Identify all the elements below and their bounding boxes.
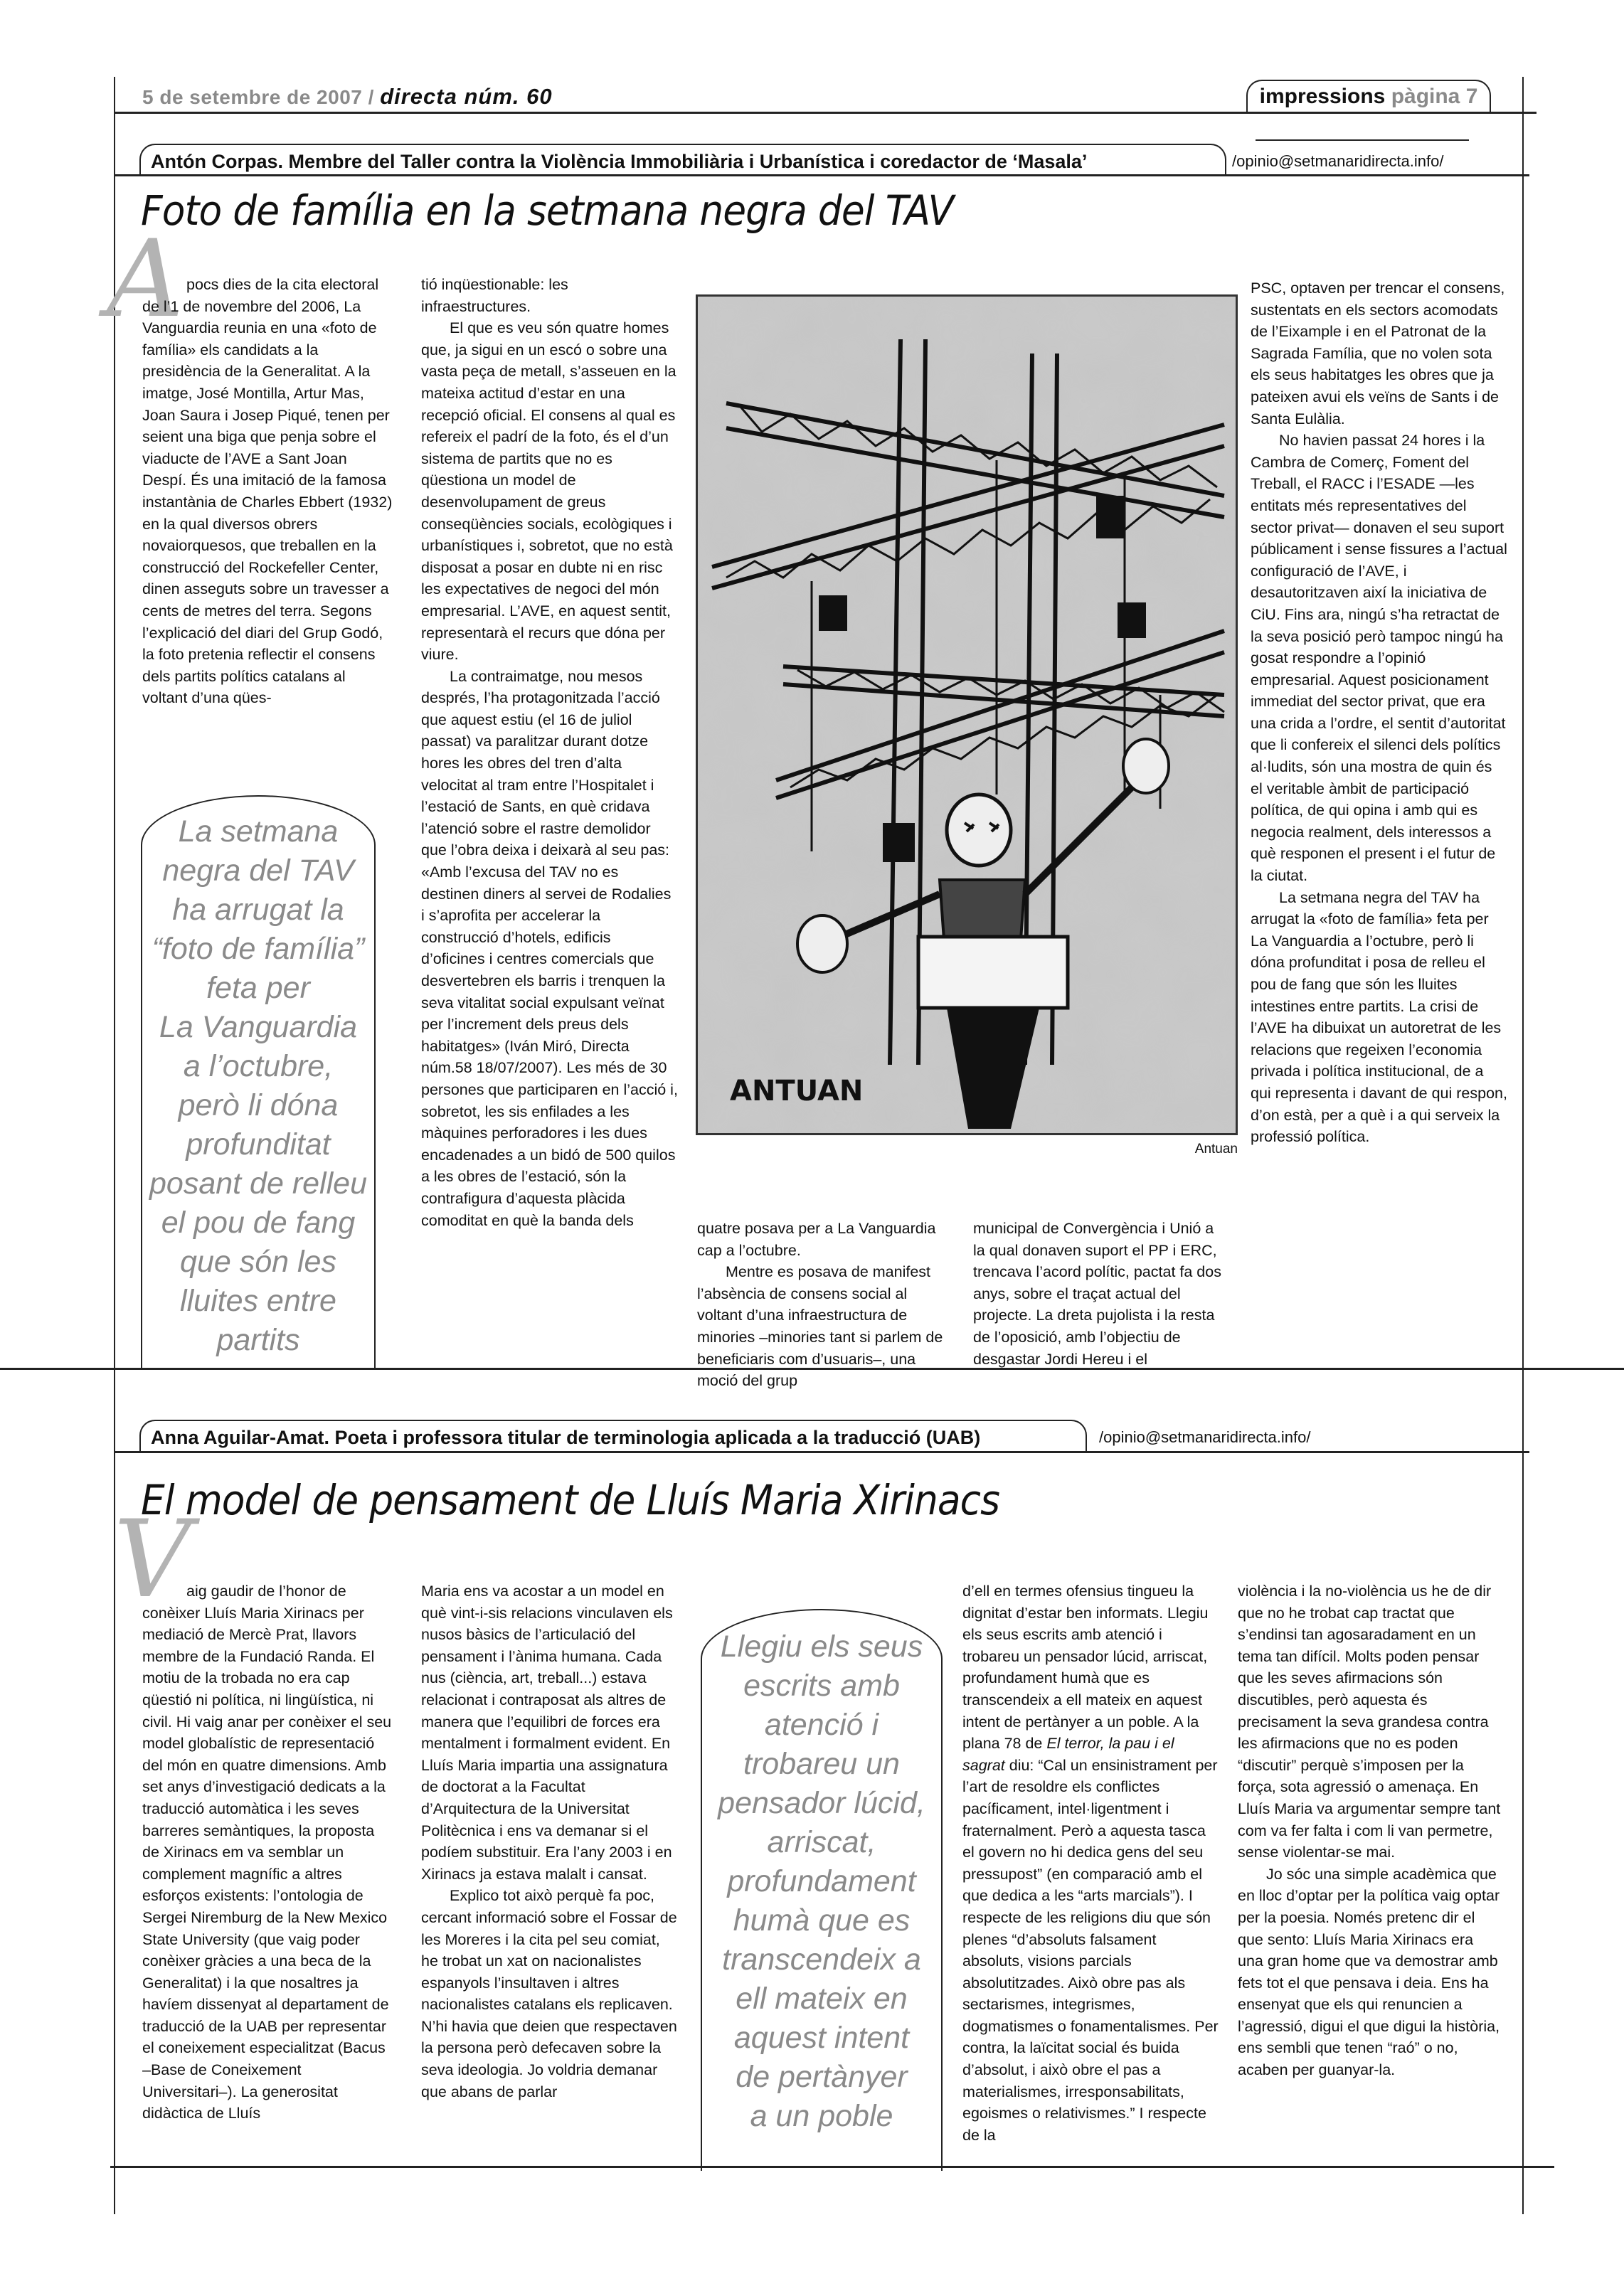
pull-quote-line: La setmana — [178, 814, 339, 849]
opinion-email: /opinio@setmanaridirecta.info/ — [1232, 152, 1444, 170]
text: diu: “Cal un ensinistrament per l’art de resoldre els conflictes pacíficament, intel·ligentment i fraternalment. Però a aquesta tasca el govern no hi dedica gens del seu pressupost” (en comparació amb el que dedica a les “arts marcials”). I respecte de les religions diu que són plenes “d’absoluts falsament absoluts, visions parcials absolutitzades. Això obre pas als sectarismes, integrismes, dogmatismes o fonamentalismes. Per contra, la laïcitat social és buida d’absolut, i això obre el pas a materialismes, irresponsabilitats, egoismes o relativismes.” I respecte de la — [962, 1756, 1219, 2144]
article-title: Foto de família en la setmana negra del TAV — [141, 186, 954, 235]
issue-number: directa núm. 60 — [380, 84, 553, 109]
paragraph: PSC, optaven per trencar el consens, sustentats en els sectors acomodats de l’Eixample i en el Patronat de la Sagrada Família, que no volen sota els seus habitatges les obres que ja pateixen avui els veïns de Sants i de Santa Eulàlia. — [1251, 280, 1505, 427]
pull-quote-line: humà que es — [733, 1903, 911, 1938]
left-margin-rule — [114, 77, 115, 2214]
pull-quote-line: arriscat, — [767, 1825, 876, 1859]
pull-quote-line: posant de relleu — [149, 1166, 367, 1201]
paragraph: Maria ens va acostar a un model en què vint-i-sis relacions vinculaven els nusos bàsics de l’articulació del pensament i l’ànima humana. Cada nus (ciència, art, treball...) estava relacionat i contraposat als altres de manera que l’equilibri de forces era mentalment i formalment evident. En Lluís Maria impartia una assignatura de doctorat a la Facultat d’Arquitectura de la Universitat Politècnica i ens va demanar si el podíem substituir. Era l’any 2003 i en Xirinacs ja estava malalt i cansat. — [421, 1583, 673, 1883]
pull-quote-line: negra del TAV — [162, 854, 354, 888]
date-text: 5 de setembre de 2007 / — [142, 86, 374, 108]
pull-quote-line: però li dóna — [178, 1088, 339, 1122]
paragraph — [962, 1580, 1219, 2146]
pull-quote-line: atenció i — [764, 1708, 879, 1742]
pull-quote — [701, 1609, 943, 2171]
section-tab — [1246, 80, 1491, 112]
pull-quote-line: feta per — [206, 971, 310, 1005]
book-title: El terror, la pau i el sagrat — [962, 1735, 1174, 1774]
section-name: impressions — [1259, 85, 1386, 108]
pull-quote-line: ha arrugat la — [172, 893, 344, 927]
pull-quote-line: partits — [216, 1323, 300, 1357]
paragraph: Mentre es posava de manifest l’absència de consens social al voltant d’una infraestructura de minories –minories tant si parlem de beneficiaris com d’usuaris–, una moció del grup — [697, 1263, 943, 1390]
drop-cap: V — [114, 1498, 191, 1622]
pull-quote-line: el pou de fang — [161, 1206, 356, 1240]
article-title: El model de pensament de Lluís Maria Xirinacs — [141, 1476, 999, 1524]
cartoon-credit: Antuan — [1194, 1142, 1238, 1157]
paragraph: pocs dies de la cita electoral de l’1 de novembre del 2006, La Vanguardia reunia en una «foto de família» els candidats a la presidència de la Generalitat. A la imatge, José Montilla, Artur Mas, Joan Saura i Josep Piqué, tenen per seient una biga que penja sobre el viaducte de l’AVE a Sant Joan Despí. És una imitació de la famosa instantània de Charles Ebbert (1932) en la qual diversos obrers novaiorquesos, que treballen en la construcció del Rockefeller Center, dinen asseguts sobre un travesser a cents de metres del terra. Segons l’explicació del diari del Grup Godó, la foto pretenia reflectir el consens dels partits polítics catalans al voltant d’una qües- — [142, 276, 393, 707]
paragraph: El que es veu són quatre homes que, ja sigui en un escó o sobre una vasta peça de metall, s’asseuen en la mateixa actitud d’estar en una recepció oficial. El consens al qual es refereix el padrí de la foto, és el d’un sistema de partits que no es qüestiona un model de desenvolupament de greus conseqüències socials, ecològiques i urbanístiques i, sobretot, que no està disposat a posar en dubte ni en risc les expectatives de negoci del món empresarial. L’AVE, en aquest sentit, representarà el recurs que dóna per viure. — [421, 319, 676, 664]
opinion-email: /opinio@setmanaridirecta.info/ — [1099, 1428, 1311, 1446]
article1-column-2 — [421, 274, 679, 1231]
paragraph: Jo sóc una simple acadèmica que en lloc d’optar per la política vaig optar per la poesia. Només pretenc dir el que sento: Lluís Maria Xirinacs era una gran home que va demostrar amb fets tot el que pensava i deia. Ens ha ensenyat que els qui renuncien a l’agressió, digui el que digui la història, ens sembli que tenen “raó” o no, acaben per guanyar-la. — [1238, 1865, 1500, 2079]
pull-quote-line: profundament — [727, 1864, 916, 1898]
article1-column-5 — [1251, 277, 1508, 1148]
issue-date — [142, 84, 553, 110]
drop-cap: A — [107, 218, 184, 341]
pull-quote-line: La Vanguardia — [159, 1010, 358, 1044]
pull-quote-line: que són les — [180, 1245, 336, 1279]
paragraph: La contraimatge, nou mesos després, l’ha protagonitzada l’acció que aquest estiu (el 16 de juliol passat) va paralitzar durant dotze hores les obres del tren d’alta velocitat al tram entre l’Hospitalet i l’estació de Sants, en què cridava l’atenció sobre el rastre demolidor que l’obra deixa i deixarà al seu pas: «Amb l’excusa del TAV no es destinen diners al servei de Rodalies i s’aprofita per accelerar la construcció d’hotels, edificis d’oficines i centres comercials que desvertebren els barris i trenquen la seva vitalitat social expulsant veïnat per l’increment dels preus dels habitatges» (Iván Miró, Directa núm.58 18/07/2007). Les més de 30 persones que participaren en l’acció i, sobretot, les sis enfilades a les màquines perforadores i les dues encadenades a un bidó de 500 quilos a les obres de l’estació, són la contrafigura d’aquesta plàcida comoditat en què la banda dels — [421, 667, 678, 1229]
pull-quote-line: profunditat — [186, 1127, 331, 1162]
email-rule — [1256, 139, 1469, 141]
right-margin-rule — [1522, 77, 1524, 2214]
article2-column-1 — [142, 1580, 393, 2125]
page-number: pàgina 7 — [1391, 85, 1478, 108]
cranes-cartoon — [698, 297, 1236, 1133]
author-byline: Anna Aguilar-Amat. Poeta i professora titular de terminologia aplicada a la traducció (UAB) — [139, 1420, 1087, 1451]
pull-quote-line: ell mateix en — [736, 1982, 908, 2016]
article1-column-4 — [973, 1218, 1226, 1370]
paragraph: violència i la no-violència us he de dir que no he trobat cap tractat que s’endinsi tan agosaradament en un tema tan difícil. Molts poden pensar que les seves afirmacions són discutibles, però aquesta és precisament la seva grandesa contra les afirmacions que no es poden “discutir” perquè s’imposen per la força, sota agressió o amenaça. En Lluís Maria va argumentar sempre tant com va fer falta i com li van permetre, sense violentar-se mai. — [1238, 1583, 1501, 1861]
pull-quote-line: trobareu un — [743, 1747, 900, 1781]
author-byline: Antón Corpas. Membre del Taller contra la Violència Immobiliària i Urbanística i coredactor de ‘Masala’ — [139, 144, 1226, 175]
paragraph: quatre posava per a La Vanguardia cap a l’octubre. — [697, 1220, 936, 1259]
pull-quote-line: escrits amb — [743, 1669, 900, 1703]
pull-quote-line: transcendeix a — [722, 1942, 921, 1977]
article2-column-4 — [962, 1580, 1219, 2146]
paragraph: municipal de Convergència i Unió a la qual donaven suport el PP i ERC, trencava l’acord polític, pactat fa dos anys, sobre el traçat actual del projecte. La dreta pujolista i la resta de l’oposició, amb l’objectiu de desgastar Jordi Hereu i el — [973, 1220, 1221, 1368]
paragraph: Explico tot això perquè fa poc, cercant informació sobre el Fossar de les Moreres i la cita pel seu comiat, he trobat un xat on nacionalistes espanyols l’insultaven i altres nacionalistes catalans els replicaven. N’hi havia que deien que respectaven la persona però defecaven sobre la seva ideologia. Jo voldria demanar que abans de parlar — [421, 1887, 677, 2100]
pull-quote-line: a un poble — [750, 2099, 893, 2133]
cartoon-signature: ANTUAN — [730, 1075, 864, 1107]
paragraph: La setmana negra del TAV ha arrugat la «foto de família» feta per La Vanguardia a l’octubre, però li dóna profunditat i posa de relleu el pou de fang que són les lluites intestines entre partits. La crisi de l’AVE ha dibuixat un autoretrat de les relacions que regeixen l’economia privada i política institucional, de a qui representa i davant de qui respon, d’on està, per a què i a qui serveix la professió política. — [1251, 888, 1507, 1146]
cartoon-illustration — [696, 294, 1238, 1135]
pull-quote-line: a l’octubre, — [183, 1049, 334, 1083]
pull-quote — [141, 795, 376, 1368]
article1-column-1 — [142, 274, 393, 709]
paragraph: aig gaudir de l’honor de conèixer Lluís Maria Xirinacs per mediació de Mercè Prat, llavors membre de la Fundació Randa. El motiu de la trobada no era cap qüestió ni política, ni lingüística, ni civil. Hi vaig anar per conèixer el seu model globalístic de representació del món en quatre dimensions. Amb set anys d’investigació dedicats a la traducció automàtica i les seves barreres semàntiques, la proposta de Xirinacs em va semblar un complement magnífic a altres esforços existents: l’ontologia de Sergei Niremburg de la New Mexico State University (que vaig poder conèixer gràcies a una beca de la Generalitat) i la que nosaltres ja havíem dissenyat al departament de traducció de la UAB per representar el coneixement especialitzat (Bacus –Base de Coneixement Universitari–). La generositat didàctica de Lluís — [142, 1583, 392, 2122]
paragraph: No havien passat 24 hores i la Cambra de Comerç, Foment del Treball, el RACC i l’ESADE —les entitats més representatives del sector privat— donaven el seu suport públicament i sense fissures a l’actual configuració de l’AVE, i desautoritzaven així la iniciativa de CiU. Fins ara, ningú s’ha retractat de la seva posició però tampoc ningú ha gosat respondre a l’opinió empresarial. Aquest posicionament immediat del sector privat, que era una crida a l’ordre, el sentit d’autoritat que li confereix el silenci dels polítics al·ludits, són una mostra de quin és el veritable àmbit de participació política, de qui opina i amb qui es negocia realment, dels interessos a què responen el present i el futur de la ciutat. — [1251, 432, 1507, 885]
article1-column-3 — [697, 1218, 950, 1392]
pull-quote-line: lluites entre — [180, 1284, 336, 1318]
article2-column-5 — [1238, 1580, 1501, 2081]
text: d’ell en termes ofensius tingueu la dignitat d’estar ben informats. Llegiu els seus escrits amb atenció i trobareu un pensador lúcid, arriscat, profundament humà que es transcendeix a ell mateix en aquest intent de pertànyer a un poble. A la plana 78 de — [962, 1583, 1209, 1753]
pull-quote-line: Llegiu els seus — [720, 1630, 923, 1664]
pull-quote-line: pensador lúcid, — [718, 1786, 925, 1820]
article2-column-2 — [421, 1580, 679, 2103]
pull-quote-line: “foto de família” — [152, 932, 365, 966]
pull-quote-line: de pertànyer — [736, 2060, 908, 2094]
pull-quote-line: aquest intent — [733, 2021, 910, 2055]
paragraph: tió inqüestionable: les infraestructures. — [421, 276, 568, 315]
